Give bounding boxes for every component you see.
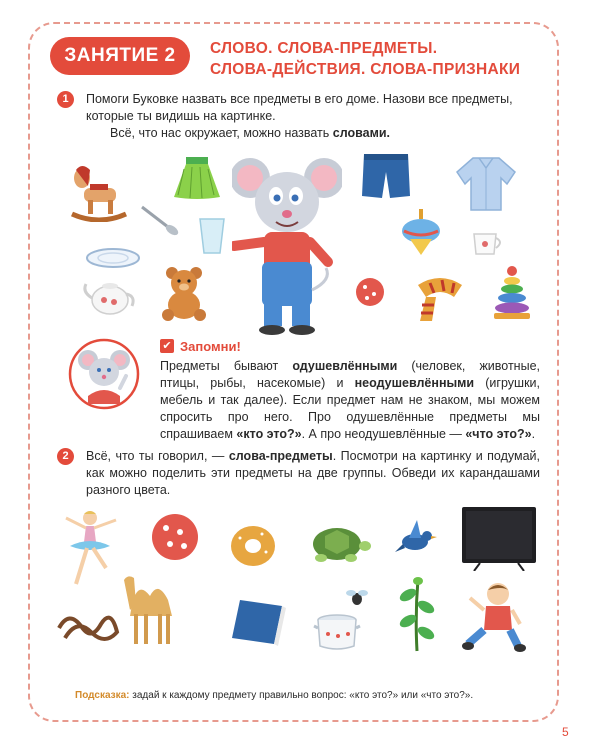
bird-illustration xyxy=(395,518,437,558)
camel-illustration xyxy=(120,566,188,648)
teddy-bear-illustration xyxy=(158,265,210,321)
task-1-line-3-text: Всё, что нас окружает, можно назвать xyxy=(110,126,333,140)
spoon-illustration xyxy=(138,203,182,237)
pot-illustration xyxy=(312,612,362,652)
mouse-avatar-icon xyxy=(68,338,140,410)
fly-illustration xyxy=(345,585,369,609)
rope-illustration xyxy=(55,608,121,648)
rocking-horse-illustration xyxy=(68,160,130,222)
cup-illustration xyxy=(472,230,504,258)
mouse-character-illustration xyxy=(232,150,342,335)
bagel-illustration xyxy=(228,518,278,570)
task-1-line-3-bold: словами. xyxy=(332,126,391,140)
skirt-illustration xyxy=(172,155,222,200)
shorts-illustration xyxy=(360,150,412,202)
remember-heading xyxy=(160,339,241,355)
lesson-badge: ЗАНЯТИЕ 2 xyxy=(50,37,190,75)
checkmark-icon: ✔ xyxy=(160,339,174,353)
task-2-number: 2 xyxy=(57,448,74,465)
page-number: 5 xyxy=(562,725,569,739)
plate-illustration xyxy=(85,247,141,269)
glass-illustration xyxy=(198,217,226,255)
lesson-title xyxy=(210,38,520,80)
hint-line xyxy=(75,689,473,702)
hint-label: Подсказка: xyxy=(75,690,130,701)
ballerina-illustration xyxy=(60,508,122,588)
boy-illustration xyxy=(462,580,526,652)
hint-text: задай к каждому предмету правильно вопрос: «кто это?» или «что это?». xyxy=(129,690,474,701)
task-1-line-1: Помоги Буковке назвать все предметы в его доме. Назови все предметы, xyxy=(86,92,513,106)
scarf-illustration xyxy=(410,275,468,323)
task-1-number: 1 xyxy=(57,91,74,108)
ball-illustration xyxy=(355,277,385,307)
book-illustration xyxy=(230,596,286,648)
task-1-line-2: которые ты видишь на картинке. xyxy=(86,109,276,123)
remember-heading-text: Запомни! xyxy=(180,339,241,354)
ball-illustration xyxy=(150,512,200,562)
pyramid-toy-illustration xyxy=(492,265,532,321)
title-line-2: СЛОВА-ДЕЙСТВИЯ. СЛОВА-ПРИЗНАКИ xyxy=(210,61,521,78)
remember-rule-text: Предметы бывают одушевлёнными (человек, животные, птицы, рыбы, насекомые) и неодушевлёнными (игрушки, мебель и так далее). Если предмет нам не знаком, мы можем спросить про него. Про одушевлённые предметы мы спрашиваем «кто это?». А про неодушевлённые — «что это?». xyxy=(160,359,540,441)
shirt-illustration xyxy=(455,152,517,214)
plant-illustration xyxy=(398,575,436,653)
spinning-top-illustration xyxy=(400,207,442,257)
turtle-illustration xyxy=(305,520,371,564)
teapot-illustration xyxy=(82,274,138,316)
task-1-line-3 xyxy=(110,125,390,142)
title-line-1: СЛОВО. СЛОВА-ПРЕДМЕТЫ. xyxy=(210,40,438,57)
tv-screen-illustration xyxy=(460,505,538,571)
task-2-text: Всё, что ты говорил, — слова-предметы. Посмотри на картинку и подумай, как можно поделить эти предметы на две группы. Обведи их карандашами разного цвета. xyxy=(86,449,541,497)
